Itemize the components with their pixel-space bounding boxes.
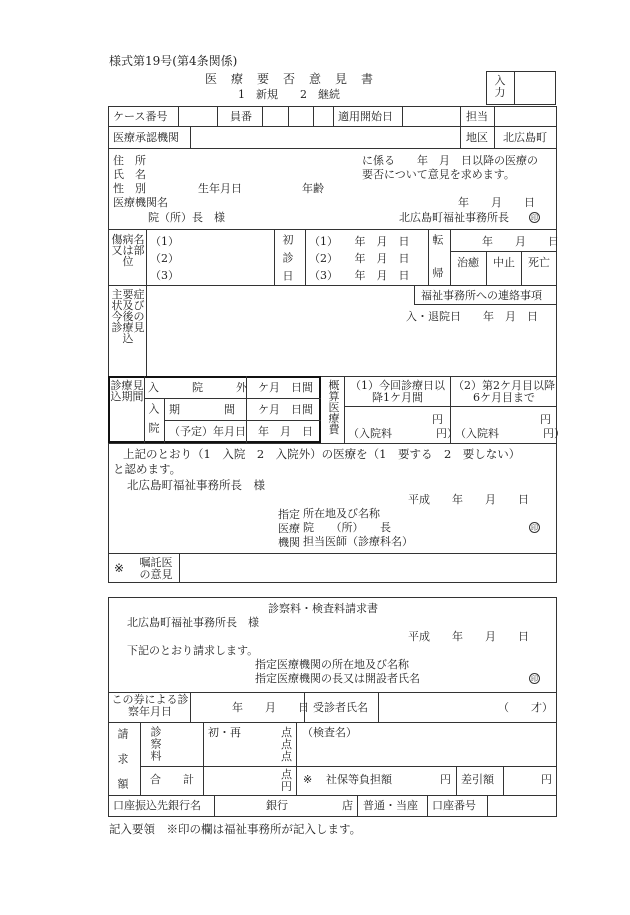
form-number: 様式第19号(第4条関係) — [109, 54, 238, 68]
start-date-label: 適用開始日 — [338, 110, 393, 123]
total-label: 合 計 — [150, 773, 194, 786]
inpatient-fee-2: （入院料 円） — [455, 427, 565, 440]
invoice-to: 北広島町福祉事務所長 様 — [127, 616, 259, 629]
decision-doctor: 担当医師（診療科名） — [303, 535, 413, 548]
yen-1: 円 — [432, 413, 443, 426]
first-date-1: （1） 年 月 日 — [309, 235, 410, 248]
seal-icon: 印 — [531, 524, 538, 532]
ticket-date-label: この券による診察年月日 — [111, 693, 189, 718]
district-label: 地区 — [466, 131, 488, 144]
outcome-label: 転帰 — [431, 234, 444, 300]
admit-discharge-date: 入・退院日 年 月 日 — [406, 310, 538, 323]
outcome-death: 死亡 — [528, 256, 550, 269]
chief-name: 北広島町福祉事務所長 — [399, 211, 509, 224]
district-value: 北広島町 — [503, 131, 547, 144]
outcome-date: 年 月 日 — [482, 235, 559, 248]
points-2: 点 — [281, 738, 292, 751]
planned-date-value: 年 月 日 — [258, 425, 313, 438]
disease-item-3: （3） — [150, 269, 179, 282]
decision-line-2: と認めます。 — [113, 462, 182, 476]
symptoms-label: 主要症状及び今後の診療見込 — [111, 288, 145, 345]
branch-suffix: 店 — [342, 799, 353, 812]
first-visit-label: 初診日 — [281, 234, 294, 288]
invoice-date: 平成 年 月 日 — [408, 630, 529, 643]
months-days-2: ケ月 日間 — [258, 403, 313, 416]
first-date-2: （2） 年 月 日 — [309, 252, 410, 265]
points-total: 点 — [281, 768, 292, 781]
period-label: 診療見込期間 — [110, 379, 144, 403]
seal-icon: 印 — [531, 675, 538, 683]
decision-director: 院 （所） 長 — [303, 521, 391, 534]
footer-note: 記入要領 ※印の欄は福祉事務所が記入します。 — [109, 822, 362, 836]
term-label: 期 間 — [169, 403, 235, 416]
first-repeat-label: 初・再 — [208, 726, 241, 739]
claim-label: 請求額 — [116, 728, 129, 803]
sex-label: 性 別 — [113, 182, 146, 195]
age-label: 年齢 — [302, 182, 324, 195]
yen-2: 円 — [540, 413, 551, 426]
test-name-label: （検査名） — [302, 726, 357, 739]
months-days-1: ケ月 日間 — [258, 381, 313, 394]
note-label: 嘱託医の意見 — [139, 556, 173, 581]
copay-yen: 円 — [440, 773, 451, 786]
input-label: 入力 — [494, 74, 506, 99]
account-number-label: 口座番号 — [432, 799, 476, 812]
inpatient-label: 入院 — [147, 403, 160, 441]
invoice-title: 診察料・検査料請求書 — [268, 602, 378, 615]
invoice-address: 指定医療機関の所在地及び名称 — [255, 658, 409, 671]
yen-total: 円 — [281, 780, 292, 793]
disease-label: 傷病名又は部位 — [111, 233, 145, 268]
request-date: 年 月 日 — [458, 196, 535, 209]
cost-period-2: （2）第2ケ月目以降6ケ月目まで — [453, 379, 555, 404]
case-number-label: ケース番号 — [113, 110, 168, 123]
outcome-stopped: 中止 — [493, 256, 515, 269]
birth-label: 生年月日 — [198, 182, 242, 195]
contact-label: 福祉事務所への連絡事項 — [421, 289, 542, 302]
patient-name-label: 受診者氏名 — [313, 701, 368, 714]
outcome-cured: 治癒 — [457, 256, 479, 269]
copay-mark: ※ — [303, 773, 313, 786]
points-3: 点 — [281, 750, 292, 763]
tanto-label: 担当 — [466, 110, 488, 123]
form-title: 医 療 要 否 意 見 書 — [205, 72, 375, 86]
bank-suffix: 銀行 — [266, 799, 288, 812]
form-subtitle: 1 新規 2 継続 — [238, 88, 340, 101]
cost-label: 概算医療費 — [328, 379, 340, 436]
account-type: 普通・当座 — [363, 799, 418, 812]
outpatient-label: 入 院 外 — [148, 381, 247, 394]
exam-fee-label: 診察料 — [149, 726, 162, 762]
decision-date: 平成 年 月 日 — [408, 493, 529, 506]
request-line-1: に係る 年 月 日以降の医療の — [362, 154, 538, 167]
first-date-3: （3） 年 月 日 — [309, 269, 410, 282]
copay-label: 社保等負担額 — [326, 773, 392, 786]
disease-item-1: （1） — [150, 235, 179, 248]
difference-yen: 円 — [541, 773, 552, 786]
member-number-label: 員番 — [230, 110, 252, 123]
address-label: 住 所 — [113, 154, 146, 167]
decision-line-1: 上記のとおり（1 入院 2 入院外）の医療を（1 要する 2 要しない） — [123, 447, 521, 461]
institution-label: 医療承認機関 — [113, 131, 179, 144]
request-line-2: 要否について意見を求めます。 — [362, 168, 515, 181]
cost-period-1: （1）今回診療日以降1ケ月間 — [350, 379, 445, 404]
decision-address: 所在地及び名称 — [303, 507, 380, 520]
points-1: 点 — [281, 726, 292, 739]
note-mark: ※ — [114, 561, 125, 575]
difference-label: 差引額 — [461, 773, 494, 786]
ticket-date: 年 月 日 — [232, 701, 309, 714]
invoice-request-line: 下記のとおり請求します。 — [127, 644, 259, 657]
disease-item-2: （2） — [150, 252, 179, 265]
decision-chief: 北広島町福祉事務所長 様 — [127, 478, 265, 492]
designated-label: 指定医療機関 — [278, 508, 300, 549]
institution-name-label: 医療機関名 — [113, 196, 168, 209]
name-label: 氏 名 — [113, 168, 146, 181]
seal-icon: 印 — [531, 214, 538, 222]
inpatient-fee-1: （入院料 円） — [348, 427, 458, 440]
director-addressee: 院（所）長 様 — [148, 211, 225, 224]
planned-date-label: （予定）年月日 — [169, 425, 246, 438]
invoice-head: 指定医療機関の長又は開設者氏名 — [255, 672, 420, 685]
patient-age: （ 才） — [498, 701, 553, 714]
bank-label: 口座振込先銀行名 — [113, 799, 201, 812]
